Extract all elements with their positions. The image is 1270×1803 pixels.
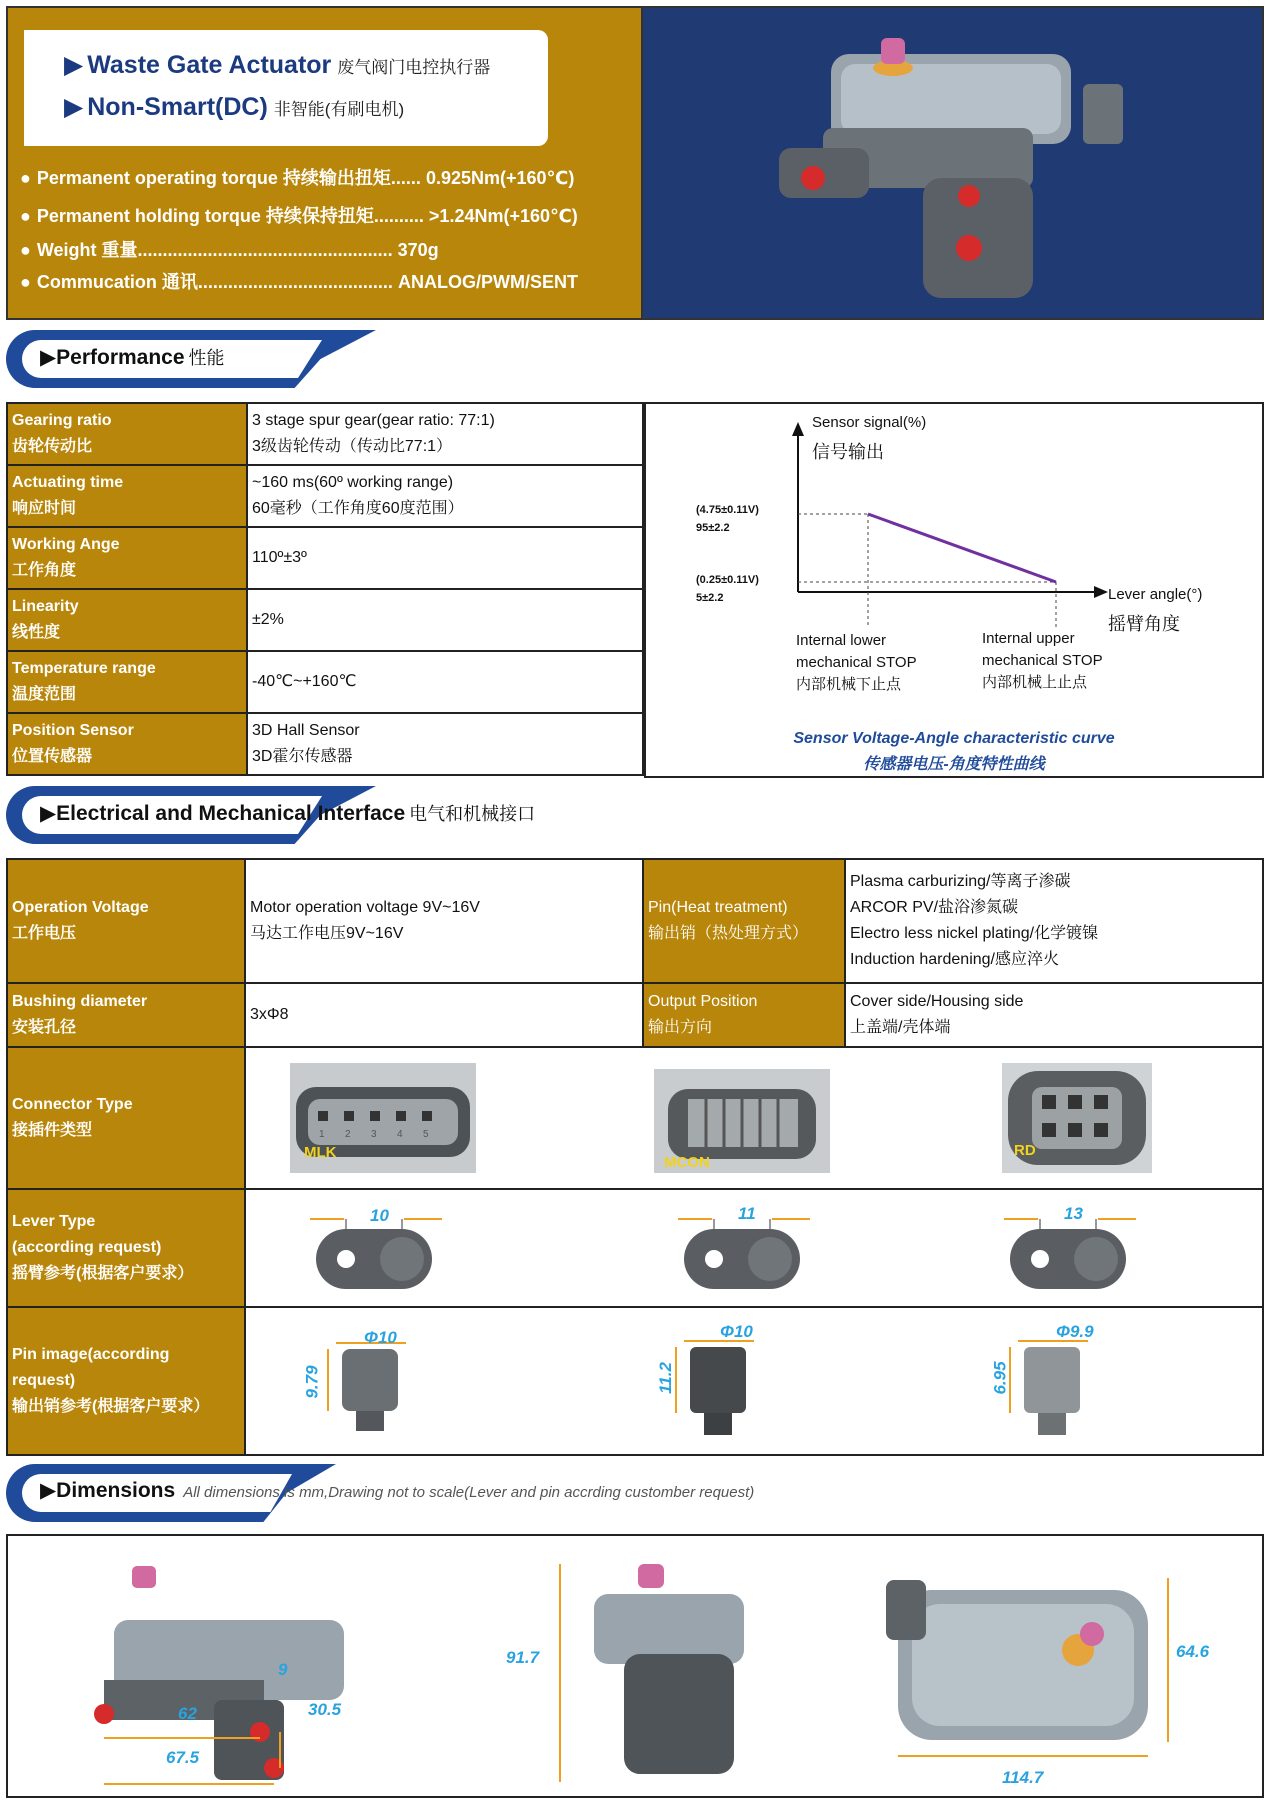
connector-rd-image [1002, 1063, 1152, 1173]
spec-item: ● Permanent holding torque 持续保持扭矩.......... >1.24Nm(+160℃) [20, 206, 578, 226]
pin-length: 6.95 [990, 1361, 1010, 1395]
electrical-banner [6, 786, 536, 844]
performance-title: ▶Performance 性能 [40, 346, 225, 369]
lower-stop-label: Internal lower mechanical STOP 内部机械下止点 [796, 632, 917, 693]
dimensions-banner [6, 1464, 906, 1522]
spec-item: ● Weight 重量................................................... 370g [20, 240, 439, 260]
triangle-right-icon: ▶ [64, 51, 84, 79]
table-row: Actuating time 响应时间 ~160 ms(60º working range) 60毫秒（工作角度60度范围） [7, 465, 643, 527]
low-signal-label: 5±2.2 [696, 592, 724, 604]
high-signal-label: 95±2.2 [696, 522, 730, 534]
header-panel-right [643, 6, 1264, 320]
pin-number: 5 [423, 1129, 429, 1140]
dimension-value: 64.6 [1176, 1642, 1210, 1661]
connector-mcon-image [654, 1069, 830, 1173]
triangle-right-icon: ▶ [64, 93, 84, 121]
electrical-title: ▶Electrical and Mechanical Interface 电气和机械接口 [40, 802, 536, 825]
table-row: Bushing diameter 安装孔径 3xΦ8 Output Position 输出方向 Cover side/Housing side 上盖端/壳体端 [7, 983, 1263, 1047]
triangle-right-icon: ▶ [40, 1479, 57, 1502]
pin-diameter: Φ10 [364, 1328, 397, 1347]
connector-label: RD [1014, 1142, 1036, 1159]
dimension-drawing-front [544, 1554, 774, 1790]
pin-number: 4 [397, 1129, 403, 1140]
table-row: Working Ange 工作角度 110º±3º [7, 527, 643, 589]
pin-length: 9.79 [302, 1365, 322, 1399]
connector-label: MCON [664, 1154, 710, 1171]
triangle-right-icon: ▶ [40, 802, 57, 825]
dimension-value: 67.5 [166, 1748, 200, 1767]
lever-dimension: 10 [370, 1206, 389, 1225]
dimension-drawing-top [878, 1560, 1188, 1760]
x-axis-title: Lever angle(°) [1108, 586, 1203, 603]
product-subtitle: ▶ Non-Smart(DC) 非智能(有刷电机) [64, 93, 405, 121]
table-row: Gearing ratio 齿轮传动比 3 stage spur gear(gear ratio: 77:1) 3级齿轮传动（传动比77:1） [7, 403, 643, 465]
electrical-table [6, 858, 1264, 1456]
table-row: Connector Type 接插件类型 1 2 3 4 5 MLK MCON RD [7, 1047, 1263, 1189]
dimensions-title: ▶Dimensions All dimensions is mm,Drawing not to scale(Lever and pin accrding customber request) [40, 1479, 755, 1502]
table-row: Linearity 线性度 ±2% [7, 589, 643, 651]
table-row: Position Sensor 位置传感器 3D Hall Sensor 3D霍尔传感器 [7, 713, 643, 775]
pin-diameter: Φ9.9 [1056, 1322, 1094, 1341]
actuator-product-image [643, 8, 1262, 318]
upper-stop-label: Internal upper mechanical STOP 内部机械上止点 [982, 630, 1103, 691]
connector-mlk-image [290, 1063, 476, 1173]
header-panel-left [6, 6, 643, 320]
table-row: Operation Voltage 工作电压 Motor operation voltage 9V~16V 马达工作电压9V~16V Pin(Heat treatment) 输出销（热处理方式） Plasma carburizing/等离子渗碳 ARCOR PV/盐浴渗氮碳 Electro less nickel plating/化学镀镍 Induction hardening/感应淬火 [7, 859, 1263, 983]
spec-item: ● Commucation 通讯....................................... ANALOG/PWM/SENT [20, 272, 578, 292]
sensor-curve-panel [644, 402, 1264, 778]
spec-item: ● Permanent operating torque 持续输出扭矩...... 0.925Nm(+160℃) [20, 168, 575, 188]
pin-length: 11.2 [655, 1362, 675, 1394]
dimension-value: 91.7 [506, 1648, 540, 1667]
triangle-right-icon: ▶ [40, 346, 57, 369]
chart-caption: Sensor Voltage-Angle characteristic curve 传感器电压-角度特性曲线 [793, 730, 1115, 773]
lever-dimension: 11 [738, 1204, 756, 1223]
performance-banner [6, 330, 376, 388]
dimensions-panel [6, 1534, 1264, 1798]
table-row: Lever Type (according request) 摇臂参考(根据客户要求） 10 11 13 [7, 1189, 1263, 1307]
sensor-curve-line [868, 514, 1056, 582]
title-box [24, 30, 548, 146]
table-row: Temperature range 温度范围 -40℃~+160℃ [7, 651, 643, 713]
dimension-drawing-side [74, 1560, 394, 1788]
performance-table [6, 402, 644, 776]
connector-label: MLK [304, 1144, 337, 1161]
high-voltage-label: (4.75±0.11V) [696, 504, 759, 516]
pin-number: 2 [345, 1129, 351, 1140]
table-row: Pin image(according request) 输出销参考(根据客户要求） Φ10 9.79 Φ10 11.2 Φ9.9 6.95 [7, 1307, 1263, 1455]
product-title: ▶ Waste Gate Actuator 废气阀门电控执行器 [64, 51, 491, 79]
dimension-value: 30.5 [308, 1700, 342, 1719]
dimension-value: 114.7 [1002, 1768, 1044, 1787]
dimension-value: 9 [278, 1660, 288, 1679]
pin-diameter: Φ10 [720, 1322, 753, 1341]
pin-number: 1 [319, 1129, 325, 1140]
dimension-value: 62 [178, 1704, 197, 1723]
low-voltage-label: (0.25±0.11V) [696, 574, 759, 586]
x-axis-title-cn: 摇臂角度 [1108, 614, 1180, 634]
pin-number: 3 [371, 1129, 377, 1140]
y-axis-title-cn: 信号输出 [812, 442, 884, 462]
y-axis-title: Sensor signal(%) [812, 414, 927, 431]
lever-dimension: 13 [1064, 1204, 1083, 1223]
